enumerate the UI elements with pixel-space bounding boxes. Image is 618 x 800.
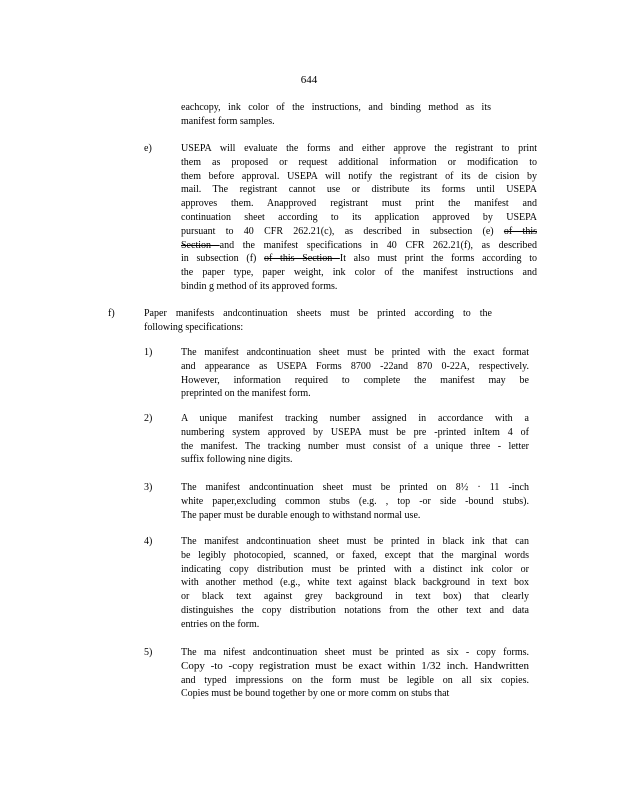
item-e-line: in subsection (f) of this Section It also must print the forms according to (181, 253, 537, 265)
subitem-line: However, information required to complete the manifest may be (181, 374, 529, 386)
item-e-line: pursuant to 40 CFR 262.21(c), as described in subsection (e) of this (181, 225, 537, 237)
item-f-paragraph (144, 307, 492, 335)
item-e-line: them before approval. USEPA will notify the registrant of its de cision by (181, 170, 537, 182)
struck-text: Section (181, 239, 220, 251)
item-e-line: continuation sheet according to its application approved by USEPA (181, 211, 537, 223)
item-e-line: bindin g method of its approved forms. (181, 280, 338, 292)
subitem-line: entries on the form. (181, 618, 260, 630)
subitem-line: indicating copy distribution must be printed with a distinct ink color or (181, 563, 529, 575)
subitem-line: white paper,excluding common stubs (e.g. , top -or side -bound stubs). (181, 495, 529, 507)
item-e-line: mail. The registrant cannot use or distribute its forms until USEPA (181, 184, 537, 196)
subitem-line: preprinted on the manifest form. (181, 388, 311, 400)
subitem-paragraph (181, 346, 529, 401)
item-e-line: approves them. Anapproved registrant must print the manifest and (181, 198, 537, 210)
subitem-line: The manifest andcontinuation sheet must be printed on 8½ · 11 -inch (181, 482, 529, 493)
struck-text: of this (503, 225, 537, 237)
subitem-label: 5) (144, 647, 153, 658)
item-f-line: following specifications: (144, 321, 244, 333)
subitem-paragraph (181, 646, 529, 701)
item-e-line: Section and the manifest specifications in 40 CFR 262.21(f), as described (181, 239, 537, 251)
subitem-label: 1) (144, 347, 153, 358)
subitem-paragraph (181, 481, 529, 522)
subitem-line: Copies must be bound together by one or more comm on stubs that (181, 688, 450, 700)
subitem-line: and typed impressions on the form must be legible on all six copies. (181, 674, 529, 686)
subitem-line: The paper must be durable enough to withstand normal use. (181, 509, 421, 521)
struck-text: of this Section (264, 253, 340, 265)
item-e-line: USEPA will evaluate the forms and either approve the registrant to print (181, 143, 537, 154)
subitem-line: distinguishes the copy distribution notations from the other text and data (181, 604, 529, 616)
item-e-paragraph (181, 142, 537, 294)
subitem-paragraph (181, 412, 529, 467)
subitem-line: suffix following nine digits. (181, 454, 293, 466)
item-e-label: e) (144, 143, 152, 154)
item-e-line: them as proposed or request additional information or modification to (181, 156, 537, 168)
subitem-line: the manifest. The tracking number must consist of a unique three - letter (181, 440, 529, 452)
larger-text: Copy -to -copy registration must be exact within 1/32 inch. Handwritten (181, 659, 529, 672)
intro-paragraph (181, 101, 491, 129)
subitem-line: or black text against grey background in text box) that clearly (181, 591, 529, 603)
subitem-paragraph (181, 535, 529, 632)
subitem-label: 3) (144, 482, 153, 493)
subitem-line: The ma nifest andcontinuation sheet must be printed as six - copy forms. (181, 647, 529, 658)
item-f-line: Paper manifests andcontinuation sheets must be printed according to the (144, 308, 492, 319)
intro-line: manifest form samples. (181, 115, 275, 127)
subitem-line: and appearance as USEPA Forms 8700 -22and 870 0-22A, respectively. (181, 360, 529, 372)
item-e-line: the paper type, paper weight, ink color of the manifest instructions and (181, 267, 537, 279)
intro-line: eachcopy, ink color of the instructions, and binding method as its (181, 102, 491, 113)
subitem-label: 2) (144, 413, 153, 424)
subitem-label: 4) (144, 536, 153, 547)
subitem-line: with another method (e.g., white text against black background in text box (181, 577, 529, 589)
subitem-line: The manifest andcontinuation sheet must be printed in black ink that can (181, 536, 529, 547)
item-f-label: f) (108, 308, 115, 319)
page-number: 644 (300, 74, 318, 86)
subitem-line: The manifest andcontinuation sheet must be printed with the exact format (181, 347, 529, 358)
subitem-line: numbering system approved by USEPA must be pre -printed inItem 4 of (181, 426, 529, 438)
subitem-line (181, 660, 529, 674)
subitem-line: be legibly photocopied, scanned, or faxed, except that the marginal words (181, 549, 529, 561)
subitem-line: A unique manifest tracking number assigned in accordance with a (181, 413, 529, 424)
